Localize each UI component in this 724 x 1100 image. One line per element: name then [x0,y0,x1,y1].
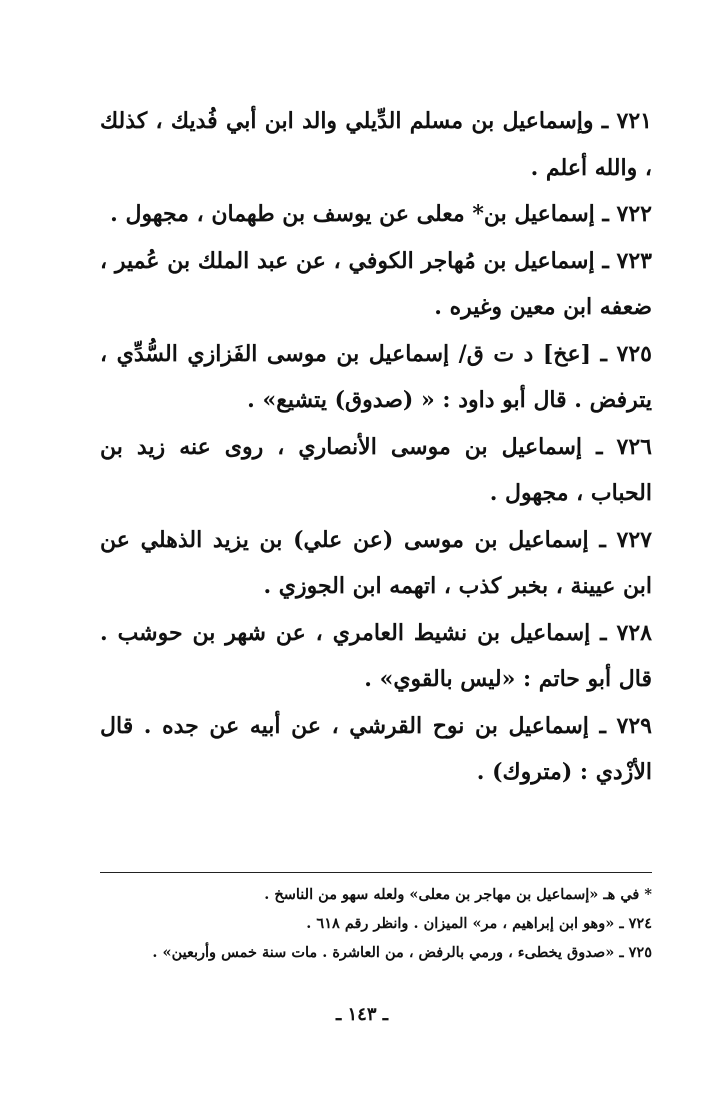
entry-number: ٧٢٥ [616,340,652,367]
entry-number: ٧٢١ [616,108,652,134]
entry-number: ٧٢٨ [616,619,652,646]
entry-text: ـ إسماعيل بن نشيط العامري ، عن شهر بن حوشب . قال أبو حاتم : «ليس بالقوي» . [100,619,652,692]
entry-723 [100,238,652,331]
entry-text: ـ [عخ] د ت ق/ إسماعيل بن موسى الفَزازي السُّدِّي ، يترفض . قال أبو داود : « (صدوق) يتشيع» . [100,340,652,413]
entry-text: ـ إسماعيل بن نوح القرشي ، عن أبيه عن جده . قال الأزْدي : (متروك) . [100,712,652,785]
entry-721 [100,98,652,191]
entry-725 [100,331,652,424]
entry-722 [100,191,652,238]
entry-text: ـ وإسماعيل بن مسلم الدِّيلي والد ابن أبي فُديك ، كذلك ، والله أعلم . [100,108,652,181]
entry-number: ٧٢٢ [616,201,652,227]
entry-text: ـ إسماعيل بن موسى (عن علي) بن يزيد الذهلي عن ابن عيينة ، بخبر كذب ، اتهمه ابن الجوزي . [100,526,652,599]
entry-726 [100,424,652,517]
footnote: * في هـ «إسماعيل بن مهاجر بن معلى» ولعله سهو من الناسخ . [264,886,652,903]
entry-728 [100,610,652,703]
entry-number: ٧٢٣ [616,247,652,274]
footnotes [100,880,652,967]
entry-727 [100,517,652,610]
entry-729 [100,703,652,796]
entry-text: ـ إسماعيل بن مُهاجر الكوفي ، عن عبد الملك بن عُمير ، ضعفه ابن معين وغيره . [100,247,652,320]
entry-text: ـ إسماعيل بن موسى الأنصاري ، روى عنه زيد بن الحباب ، مجهول . [100,433,652,506]
page-number: ـ ١٤٣ ـ [335,1004,389,1025]
entry-text: ـ إسماعيل بن* معلى عن يوسف بن طهمان ، مجهول . [110,201,609,227]
footnote: ٧٢٤ ـ «وهو ابن إبراهيم ، مر» الميزان . وانظر رقم ٦١٨ . [306,915,652,932]
entry-number: ٧٢٩ [616,712,652,739]
footnote: ٧٢٥ ـ «صدوق يخطىء ، ورمي بالرفض ، من العاشرة . مات سنة خمس وأربعين» . [152,944,652,961]
entry-number: ٧٢٧ [616,526,652,553]
entries-list [100,98,652,796]
entry-number: ٧٢٦ [616,433,652,460]
footnote-divider [100,872,652,873]
